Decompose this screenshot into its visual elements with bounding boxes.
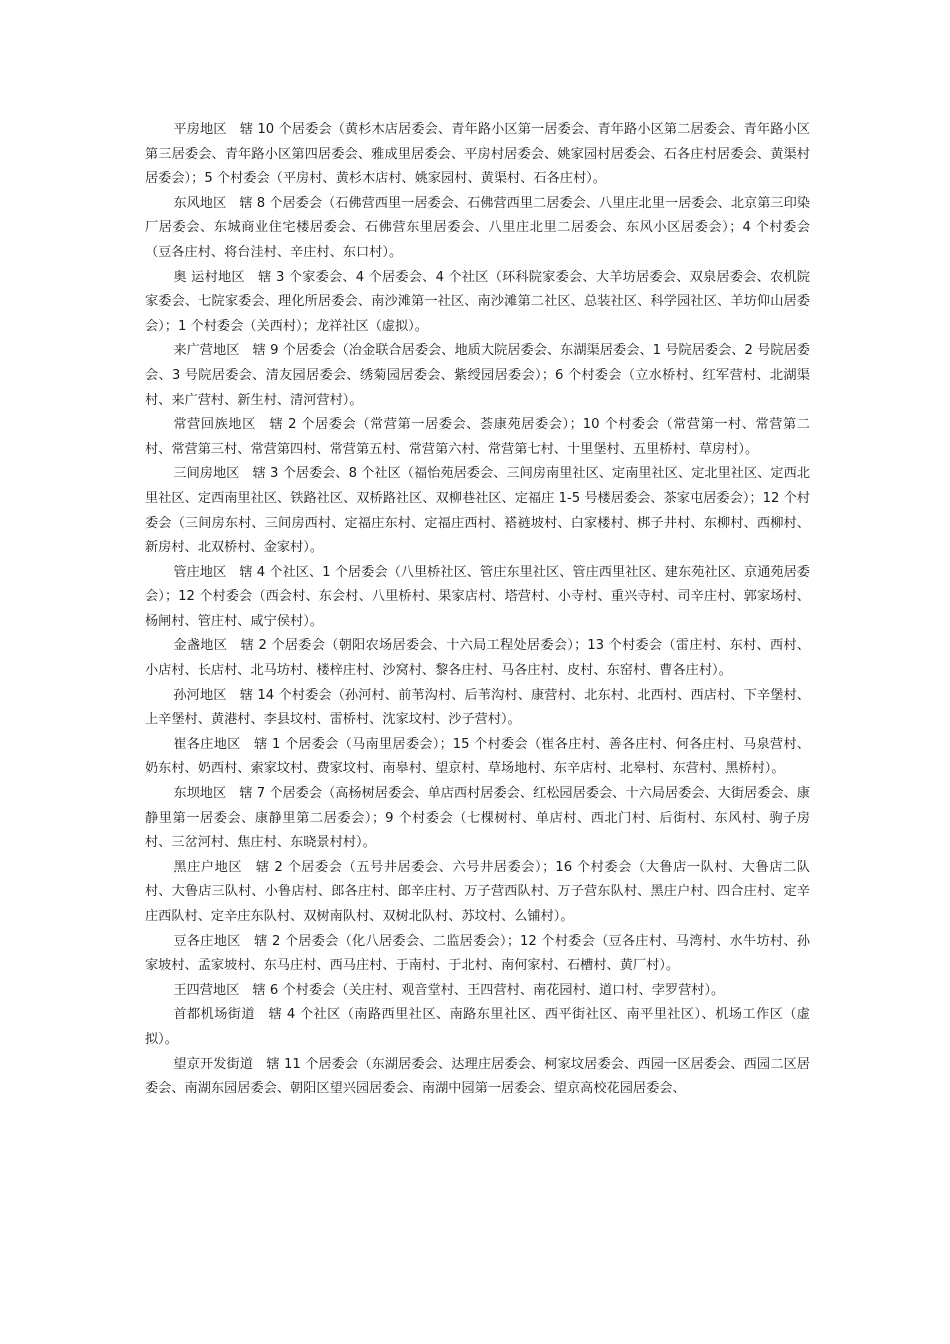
paragraph-wangsiying: 王四营地区 辖 6 个村委会（关庄村、观音堂村、王四营村、南花园村、道口村、孛罗营村）。 — [173, 982, 725, 998]
paragraph-heizhuanghu: 黑庄户地区 辖 2 个居委会（五号井居委会、六号井居委会）；16 个村委会（大鲁店一队村、大鲁店二队村、大鲁店三队村、小鲁店村、郎各庄村、郎辛庄村、万子营西队村、万子营东队村、黑庄户村、四合庄村、定辛庄西队村、定辛庄东队村、双树南队村、双树北队村、苏坟村、么铺村）。 — [145, 859, 810, 924]
paragraph-sunhe: 孙河地区 辖 14 个村委会（孙河村、前苇沟村、后苇沟村、康营村、北东村、北西村、西店村、下辛堡村、上辛堡村、黄港村、李县坟村、雷桥村、沈家坟村、沙子营村）。 — [145, 687, 810, 728]
paragraph-wangjing-subdistrict: 望京开发街道 辖 11 个居委会（东湖居委会、达理庄居委会、柯家坟居委会、西园一区居委会、西园二区居委会、南湖东园居委会、朝阳区望兴园居委会、南湖中园第一居委会、望京高校花园居委会、 — [145, 1056, 810, 1097]
paragraph-dongba: 东坝地区 辖 7 个居委会（高杨树居委会、单店西村居委会、红松园居委会、十六局居委会、大街居委会、康静里第一居委会、康静里第二居委会）；9 个村委会（七棵树村、单店村、西北门村、后街村、东风村、驹子房村、三岔河村、焦庄村、东晓景村村）。 — [145, 786, 810, 851]
document-body — [145, 118, 810, 1102]
paragraph-jinzhan: 金盏地区 辖 2 个居委会（朝阳农场居委会、十六局工程处居委会）；13 个村委会（雷庄村、东村、西村、小店村、长店村、北马坊村、楼梓庄村、沙窝村、黎各庄村、马各庄村、皮村、东窑村、曹各庄村）。 — [145, 638, 810, 679]
paragraph-cuigezhuang: 崔各庄地区 辖 1 个居委会（马南里居委会）；15 个村委会（崔各庄村、善各庄村、何各庄村、马泉营村、奶东村、奶西村、索家坟村、费家坟村、南皋村、望京村、草场地村、东辛店村、北皋村、东营村、黑桥村）。 — [145, 736, 810, 777]
paragraph-airport-subdistrict: 首都机场街道 辖 4 个社区（南路西里社区、南路东里社区、西平街社区、南平里社区）、机场工作区（虚拟）。 — [145, 1007, 810, 1047]
paragraph-dongfeng: 东风地区 辖 8 个居委会（石佛营西里一居委会、石佛营西里二居委会、八里庄北里一居委会、北京第三印染厂居委会、东城商业住宅楼居委会、石佛营东里居委会、八里庄北里二居委会、东风小区居委会）；4 个村委会（豆各庄村、将台洼村、辛庄村、东口村）。 — [145, 195, 810, 260]
paragraph-pingfang: 平房地区 辖 10 个居委会（黄杉木店居委会、青年路小区第一居委会、青年路小区第二居委会、青年路小区第三居委会、青年路小区第四居委会、雅成里居委会、平房村居委会、姚家园村居委会、石各庄村居委会、黄渠村居委会）；5 个村委会（平房村、黄杉木店村、姚家园村、黄渠村、石各庄村）。 — [145, 122, 810, 187]
paragraph-sanjianfang: 三间房地区 辖 3 个居委会、8 个社区（福怡苑居委会、三间房南里社区、定南里社区、定北里社区、定西北里社区、定西南里社区、铁路社区、双桥路社区、双柳巷社区、定福庄 1-5 号楼居委会、茶家屯居委会）；12 个村委会（三间房东村、三间房西村、定福庄东村、定福庄西村、褡裢坡村、白家楼村、梆子井村、东柳村、西柳村、新房村、北双桥村、金家村）。 — [145, 466, 810, 556]
paragraph-dougezhuang: 豆各庄地区 辖 2 个居委会（化八居委会、二监居委会）；12 个村委会（豆各庄村、马湾村、水牛坊村、孙家坡村、孟家坡村、东马庄村、西马庄村、于南村、于北村、南何家村、石槽村、黄厂村）。 — [145, 933, 810, 974]
paragraph-guanzhuang: 管庄地区 辖 4 个社区、1 个居委会（八里桥社区、管庄东里社区、管庄西里社区、建东苑社区、京通苑居委会）；12 个村委会（西会村、东会村、八里桥村、果家店村、塔营村、小寺村、重兴寺村、司辛庄村、郭家场村、杨闸村、管庄村、咸宁侯村）。 — [145, 564, 810, 629]
paragraph-aoyuncun: 奥 运村地区 辖 3 个家委会、4 个居委会、4 个社区（环科院家委会、大羊坊居委会、双泉居委会、农机院家委会、七院家委会、理化所居委会、南沙滩第一社区、南沙滩第二社区、总装社区、科学园社区、羊坊仰山居委会）；1 个村委会（关西村）；龙祥社区（虚拟）。 — [145, 269, 810, 334]
paragraph-changying: 常营回族地区 辖 2 个居委会（常营第一居委会、荟康苑居委会）；10 个村委会（常营第一村、常营第二村、常营第三村、常营第四村、常营第五村、常营第六村、常营第七村、十里堡村、五里桥村、草房村）。 — [145, 417, 810, 457]
paragraph-laiguangying: 来广营地区 辖 9 个居委会（冶金联合居委会、地质大院居委会、东湖渠居委会、1 号院居委会、2 号院居委会、3 号院居委会、清友园居委会、绣菊园居委会、紫绶园居委会）；6 个村委会（立水桥村、红军营村、北湖渠村、来广营村、新生村、清河营村）。 — [145, 343, 810, 408]
